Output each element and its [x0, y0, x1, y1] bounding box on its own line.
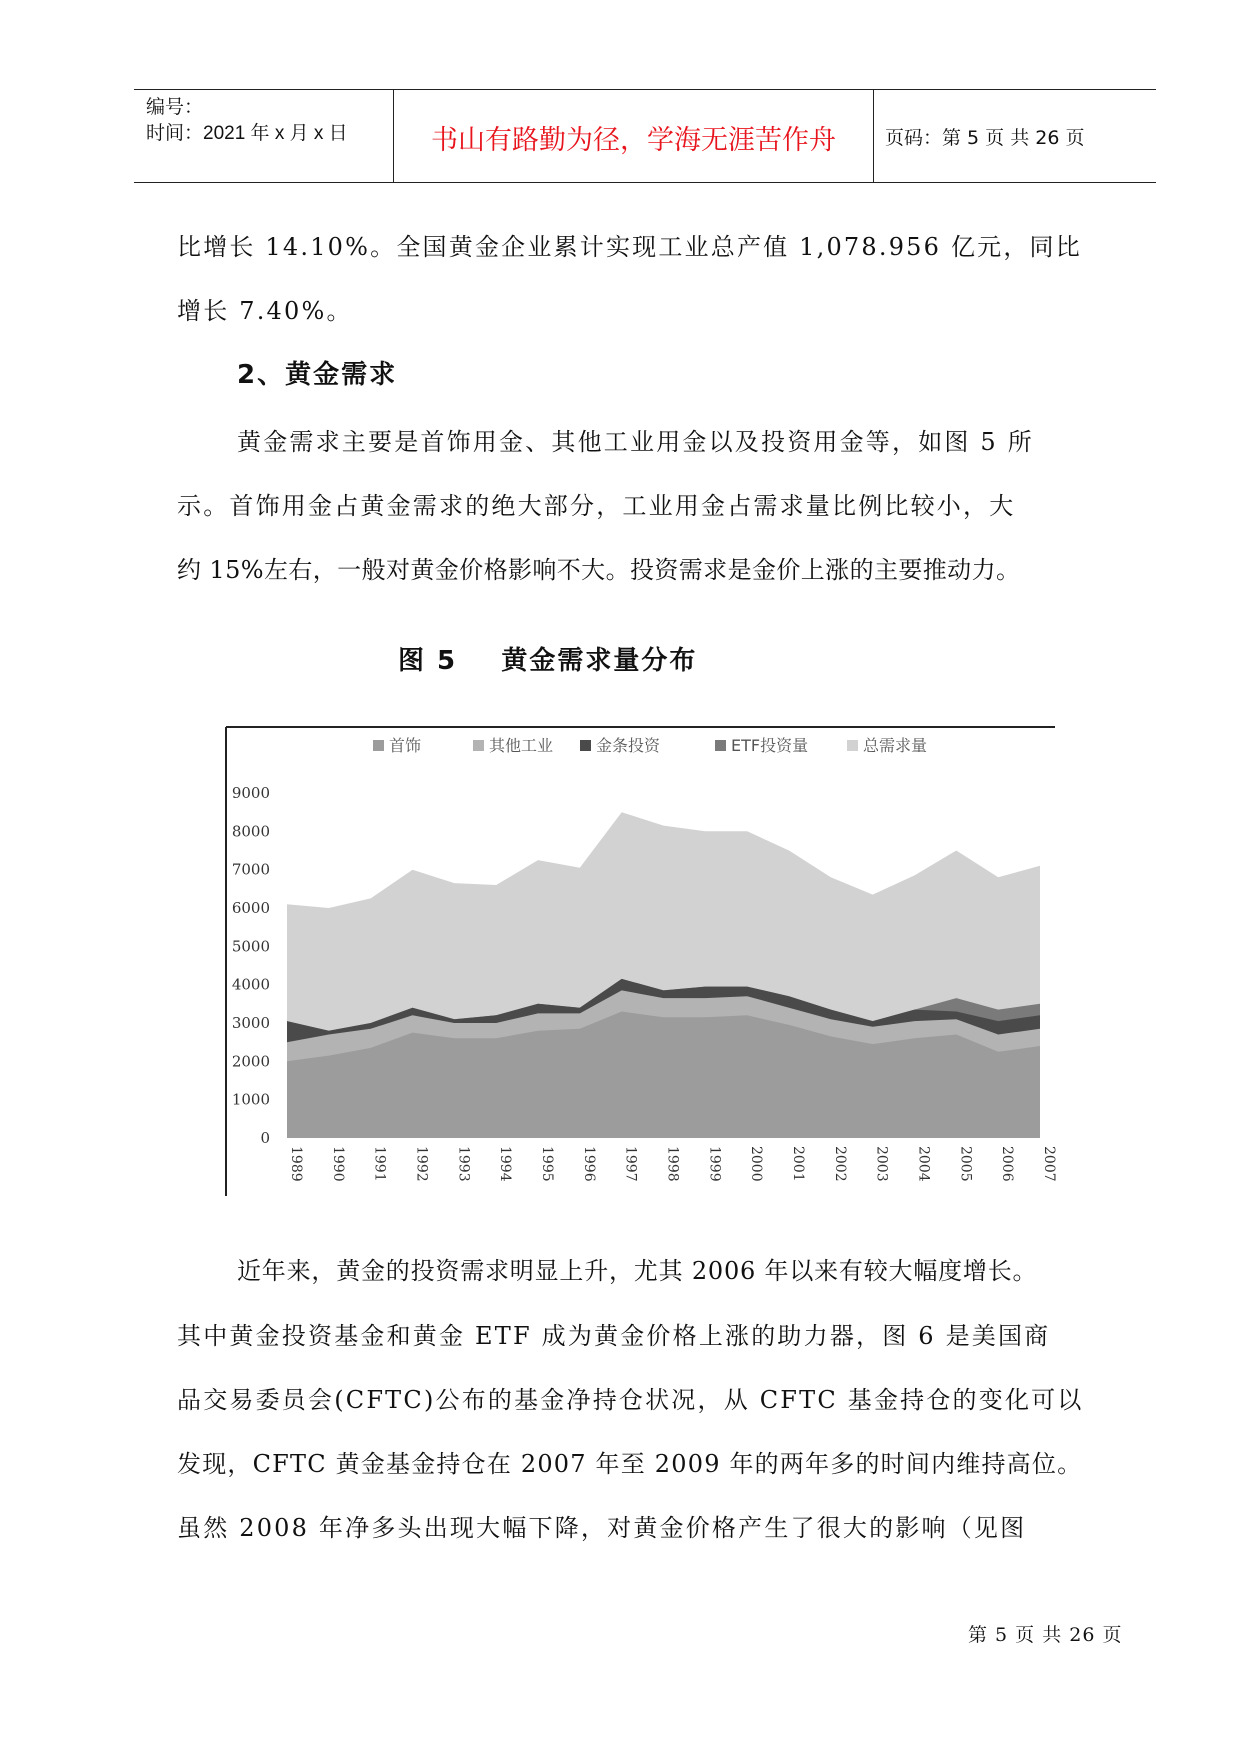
- y-tick-label: 9000: [231, 784, 270, 802]
- x-tick-label: 1999: [706, 1146, 723, 1182]
- x-tick-label: 1991: [371, 1146, 388, 1182]
- paragraph-line: 虽然 2008 年净多头出现大幅下降，对黄金价格产生了很大的影响（见图: [177, 1514, 1027, 1542]
- legend-label: ETF投资量: [731, 736, 809, 755]
- x-tick-label: 1997: [622, 1146, 639, 1182]
- page-footer: 第 5 页 共 26 页: [968, 1624, 1123, 1646]
- x-tick-label: 1992: [413, 1146, 430, 1182]
- paragraph-line: 增长 7.40%。: [177, 297, 353, 325]
- paragraph-line: 约 15%左右，一般对黄金价格影响不大。投资需求是金价上涨的主要推动力。: [177, 556, 1021, 584]
- x-tick-label: 1989: [288, 1146, 304, 1182]
- y-tick-label: 8000: [231, 822, 270, 841]
- legend-label: 其他工业: [489, 736, 554, 755]
- paragraph-line: 黄金需求主要是首饰用金、其他工业用金以及投资用金等，如图 5 所: [237, 428, 1034, 456]
- legend-swatch: [715, 740, 726, 751]
- x-tick-label: 2006: [999, 1146, 1016, 1182]
- legend-swatch: [473, 740, 484, 751]
- header-page-cell: [874, 90, 1156, 182]
- legend-label: 金条投资: [596, 736, 661, 755]
- motto-text: 书山有路勤为径，学海无涯苦作舟: [431, 125, 836, 156]
- y-tick-label: 4000: [231, 975, 270, 994]
- x-tick-label: 1990: [329, 1146, 346, 1182]
- paragraph-line: 比增长 14.10%。全国黄金企业累计实现工业总产值 1,078.956 亿元，同比: [177, 233, 1082, 261]
- paragraph-line: 其中黄金投资基金和黄金 ETF 成为黄金价格上涨的助力器，图 6 是美国商: [177, 1322, 1051, 1350]
- paragraph-line: 示。首饰用金占黄金需求的绝大部分，工业用金占需求量比例比较小，大: [177, 492, 1016, 520]
- paragraph-line: 近年来，黄金的投资需求明显上升，尤其 2006 年以来有较大幅度增长。: [237, 1257, 1038, 1285]
- y-tick-label: 3000: [231, 1014, 270, 1032]
- legend-swatch: [847, 740, 858, 751]
- header-motto-cell: [394, 90, 874, 182]
- y-tick-label: 0: [260, 1129, 270, 1147]
- page-info: 页码：第 5 页 共 26 页: [885, 127, 1085, 149]
- x-tick-label: 1994: [497, 1146, 514, 1182]
- legend-swatch: [580, 740, 591, 751]
- number-label: 编号：: [146, 97, 204, 118]
- figure-caption: 图 5 黄金需求量分布: [398, 646, 698, 676]
- y-tick-label: 2000: [231, 1052, 270, 1071]
- chart-svg: [225, 726, 1055, 1196]
- x-tick-label: 2004: [915, 1146, 932, 1182]
- section-heading: 2、黄金需求: [237, 360, 398, 390]
- x-tick-label: 2005: [957, 1146, 974, 1182]
- y-tick-label: 1000: [231, 1090, 270, 1109]
- y-tick-label: 5000: [231, 937, 270, 956]
- paragraph-line: 发现，CFTC 黄金基金持仓在 2007 年至 2009 年的两年多的时间内维持高位。: [177, 1450, 1083, 1478]
- x-tick-label: 1996: [580, 1146, 597, 1182]
- x-tick-label: 1993: [455, 1146, 472, 1182]
- y-tick-label: 6000: [231, 899, 270, 917]
- document-header: [134, 89, 1156, 183]
- x-tick-label: 2003: [873, 1146, 890, 1182]
- legend-swatch: [373, 740, 384, 751]
- legend-label: 首饰: [389, 736, 422, 755]
- x-tick-label: 2002: [831, 1146, 848, 1182]
- gold-demand-chart: [225, 726, 1055, 1196]
- time-label: 时间：2021 年 x 月 x 日: [146, 123, 348, 144]
- x-tick-label: 1998: [664, 1146, 681, 1182]
- x-tick-label: 2007: [1041, 1146, 1057, 1182]
- x-tick-label: 2000: [748, 1146, 765, 1182]
- x-tick-label: 1995: [539, 1146, 555, 1182]
- x-tick-label: 2001: [790, 1146, 806, 1182]
- header-meta-cell: [134, 90, 394, 182]
- legend-label: 总需求量: [863, 736, 928, 755]
- paragraph-line: 品交易委员会(CFTC)公布的基金净持仓状况，从 CFTC 基金持仓的变化可以: [177, 1386, 1084, 1414]
- y-tick-label: 7000: [231, 860, 270, 879]
